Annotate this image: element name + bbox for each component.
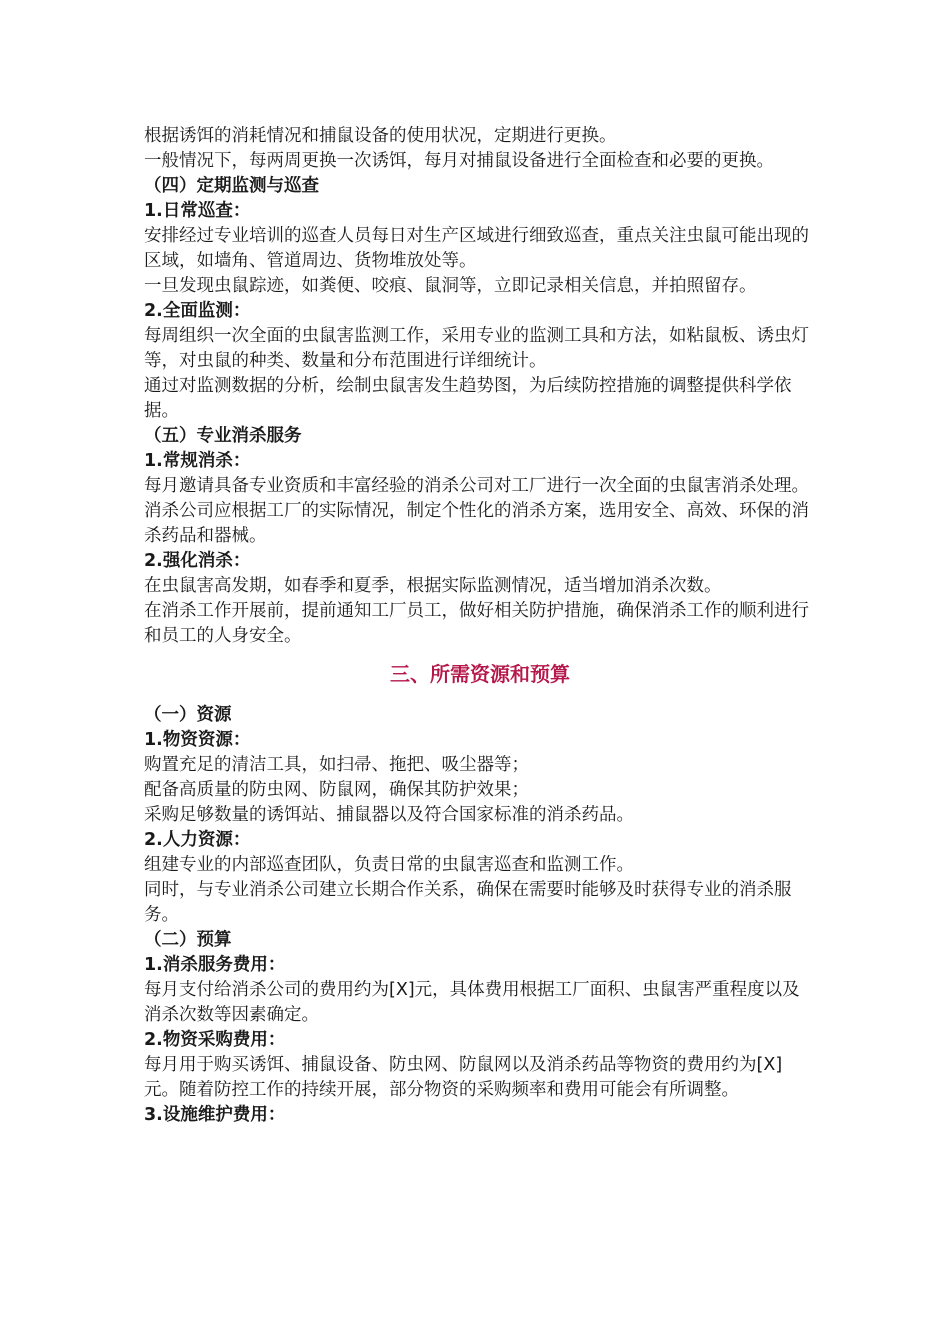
paragraph: 一般情况下，每两周更换一次诱饵，每月对捕鼠设备进行全面检查和必要的更换。 — [144, 151, 774, 171]
paragraph: 通过对监测数据的分析，绘制虫鼠害发生趋势图，为后续防控措施的调整提供科学依据。 — [144, 376, 792, 421]
paragraph: 同时，与专业消杀公司建立长期合作关系，确保在需要时能够及时获得专业的消杀服务。 — [144, 880, 792, 925]
paragraph: 在消杀工作开展前，提前通知工厂员工，做好相关防护措施，确保消杀工作的顺利进行和员工的人身安全。 — [144, 601, 809, 646]
paragraph: 在虫鼠害高发期，如春季和夏季，根据实际监测情况，适当增加消杀次数。 — [144, 576, 722, 596]
sub-heading: 2.全面监测： — [144, 301, 251, 321]
section-three-content — [144, 703, 816, 1128]
paragraph: 消杀公司应根据工厂的实际情况，制定个性化的消杀方案，选用安全、高效、环保的消杀药品和器械。 — [144, 501, 809, 546]
section-heading: （一）资源 — [144, 705, 232, 725]
sub-heading: 1.常规消杀： — [144, 451, 251, 471]
paragraph: 购置充足的清洁工具，如扫帚、拖把、吸尘器等； — [144, 755, 529, 775]
sub-heading: 2.物资采购费用： — [144, 1030, 286, 1050]
sub-heading: 1.物资资源： — [144, 730, 251, 750]
section-heading: （二）预算 — [144, 930, 232, 950]
paragraph: 根据诱饵的消耗情况和捕鼠设备的使用状况，定期进行更换。 — [144, 126, 617, 146]
paragraph: 每月用于购买诱饵、捕鼠设备、防虫网、防鼠网以及消杀药品等物资的费用约为[X]元。随着防控工作的持续开展，部分物资的采购频率和费用可能会有所调整。 — [144, 1055, 783, 1100]
paragraph: 每月邀请具备专业资质和丰富经验的消杀公司对工厂进行一次全面的虫鼠害消杀处理。 — [144, 476, 809, 496]
sub-heading: 2.人力资源： — [144, 830, 251, 850]
paragraph: 每周组织一次全面的虫鼠害监测工作，采用专业的监测工具和方法，如粘鼠板、诱虫灯等，对虫鼠的种类、数量和分布范围进行详细统计。 — [144, 326, 809, 371]
paragraph: 每月支付给消杀公司的费用约为[X]元，具体费用根据工厂面积、虫鼠害严重程度以及消杀次数等因素确定。 — [144, 980, 800, 1025]
sub-heading: 3.设施维护费用： — [144, 1105, 286, 1125]
paragraph: 安排经过专业培训的巡查人员每日对生产区域进行细致巡查，重点关注虫鼠可能出现的区域，如墙角、管道周边、货物堆放处等。 — [144, 226, 809, 271]
document-body — [144, 124, 816, 1128]
paragraph: 组建专业的内部巡查团队，负责日常的虫鼠害巡查和监测工作。 — [144, 855, 634, 875]
section-two-content — [144, 124, 816, 649]
sub-heading: 2.强化消杀： — [144, 551, 251, 571]
section-heading: （五）专业消杀服务 — [144, 426, 302, 446]
sub-heading: 1.日常巡查： — [144, 201, 251, 221]
section-title: 三、所需资源和预算 — [390, 662, 570, 686]
paragraph: 一旦发现虫鼠踪迹，如粪便、咬痕、鼠洞等，立即记录相关信息，并拍照留存。 — [144, 276, 757, 296]
sub-heading: 1.消杀服务费用： — [144, 955, 286, 975]
section-heading: （四）定期监测与巡查 — [144, 176, 319, 196]
paragraph: 采购足够数量的诱饵站、捕鼠器以及符合国家标准的消杀药品。 — [144, 805, 634, 825]
paragraph: 配备高质量的防虫网、防鼠网，确保其防护效果； — [144, 780, 529, 800]
